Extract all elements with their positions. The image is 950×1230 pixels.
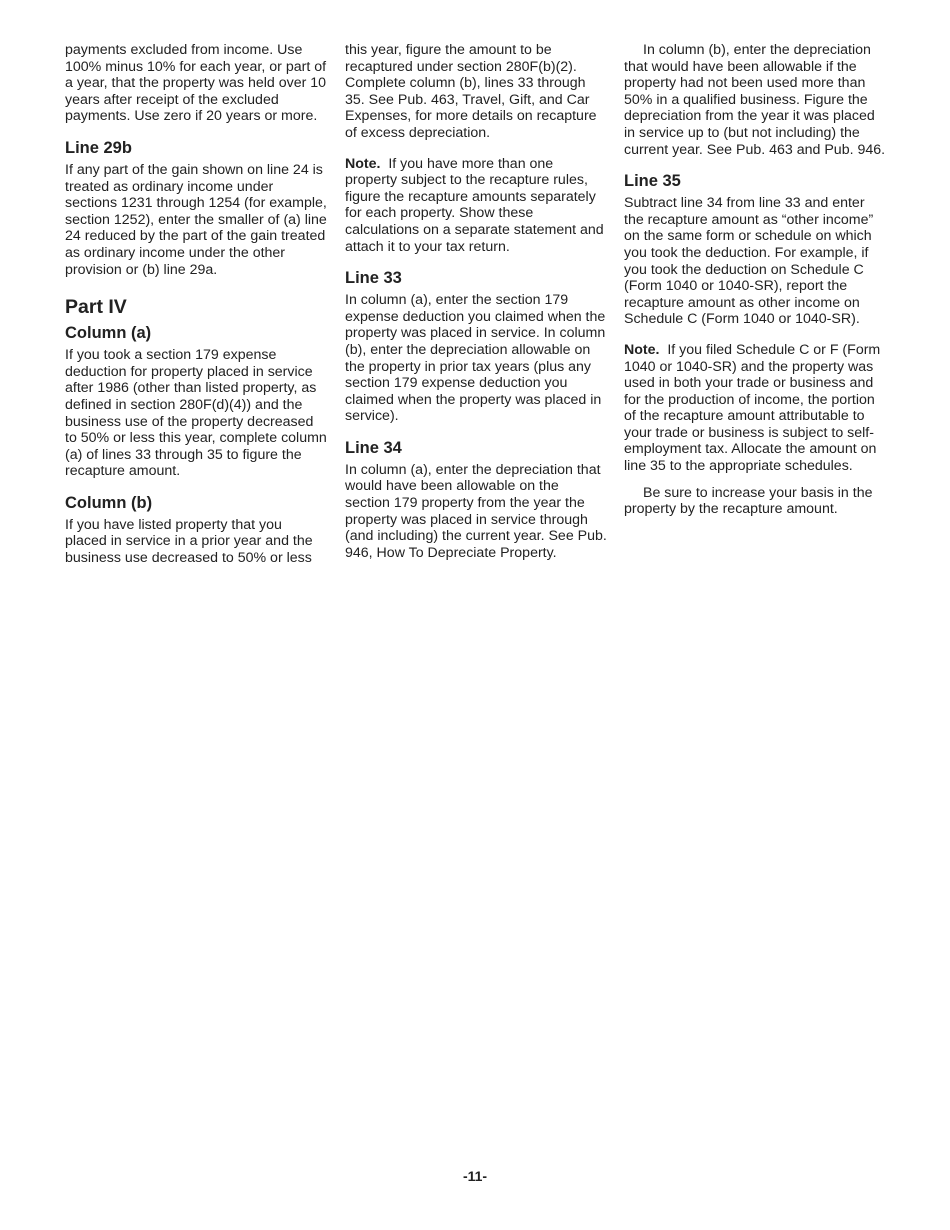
paragraph-line-29b: If any part of the gain shown on line 24 is treated as ordinary income under sections 1231 through 1254 (for example, section 1252), enter the smaller of (a) line 24 reduced by the part of the gain treated as ordinary income under the other provision or (b) line 29a. <box>65 161 327 278</box>
heading-column-a: Column (a) <box>65 324 152 343</box>
text-column-middle <box>345 42 607 561</box>
heading-part-iv: Part IV <box>65 296 127 319</box>
paragraph-column-b-depreciation: In column (b), enter the depreciation that would have been allowable if the property had not been used more than 50% in a qualified business. Figure the depreciation from the year it was placed in service up to (but not including) the current year. See Pub. 463 and Pub. 946. <box>624 42 886 158</box>
note-schedule-c-or-f <box>624 342 886 475</box>
paragraph-column-b: If you have listed property that you placed in service in a prior year and the business use decreased to 50% or less <box>65 516 313 567</box>
paragraph-line-34: In column (a), enter the depreciation that would have been allowable on the section 179 property from the year the property was placed in service through (and including) the current year. See Pub. 946, How To Depreciate Property. <box>345 461 607 561</box>
heading-line-33: Line 33 <box>345 269 402 288</box>
note-text: If you filed Schedule C or F (Form 1040 or 1040-SR) and the property was used in both your trade or business and for the production of income, the portion of the recapture amount attributable to your trade or business is subject to self-employment tax. Allocate the amount on line 35 to the appropriate schedules. <box>624 341 881 475</box>
heading-line-29b: Line 29b <box>65 138 132 157</box>
paragraph-recapture-continued: this year, figure the amount to be recaptured under section 280F(b)(2). Complete column (b), lines 33 through 35. See Pub. 463, Travel, Gift, and Car Expenses, for more details on recapture of excess depreciation. <box>345 42 597 141</box>
note-text: If you have more than one property subject to the recapture rules, figure the recapture amounts separately for each property. Show these calculations on a separate statement and attach it to your tax return. <box>345 155 604 255</box>
page-number: -11- <box>462 1168 488 1184</box>
paragraph-increase-basis: Be sure to increase your basis in the property by the recapture amount. <box>624 484 873 518</box>
paragraph-line-35: Subtract line 34 from line 33 and enter the recapture amount as “other income” on the same form or schedule on which you took the deduction. For example, if you took the deduction on Schedule C (Form 1040 or 1040-SR), report the recapture amount as other income on Schedule C (Form 1040 or 1040-SR). <box>624 195 874 328</box>
text-column-right <box>624 42 886 518</box>
heading-column-b: Column (b) <box>65 493 153 512</box>
note-label: Note. <box>624 341 660 358</box>
text-column-left <box>65 42 327 567</box>
note-multiple-properties <box>345 156 607 256</box>
paragraph-line-33: In column (a), enter the section 179 expense deduction you claimed when the property was placed in service. In column (b), enter the depreciation allowable on the property in prior tax years (plus any section 179 expense deduction you claimed when the property was placed in service). <box>345 292 606 425</box>
note-label: Note. <box>345 155 381 172</box>
paragraph-column-a: If you took a section 179 expense deduction for property placed in service after 1986 (other than listed property, as defined in section 280F(d)(4)) and the business use of the property decreased to 50% or less this year, complete column (a) of lines 33 through 35 to figure the recapture amount. <box>65 347 327 480</box>
paragraph-excluded-payments: payments excluded from income. Use 100% minus 10% for each year, or part of a year, that the property was held over 10 years after receipt of the excluded payments. Use zero if 20 years or more. <box>65 42 327 125</box>
heading-line-35: Line 35 <box>624 172 681 191</box>
heading-line-34: Line 34 <box>345 438 402 457</box>
